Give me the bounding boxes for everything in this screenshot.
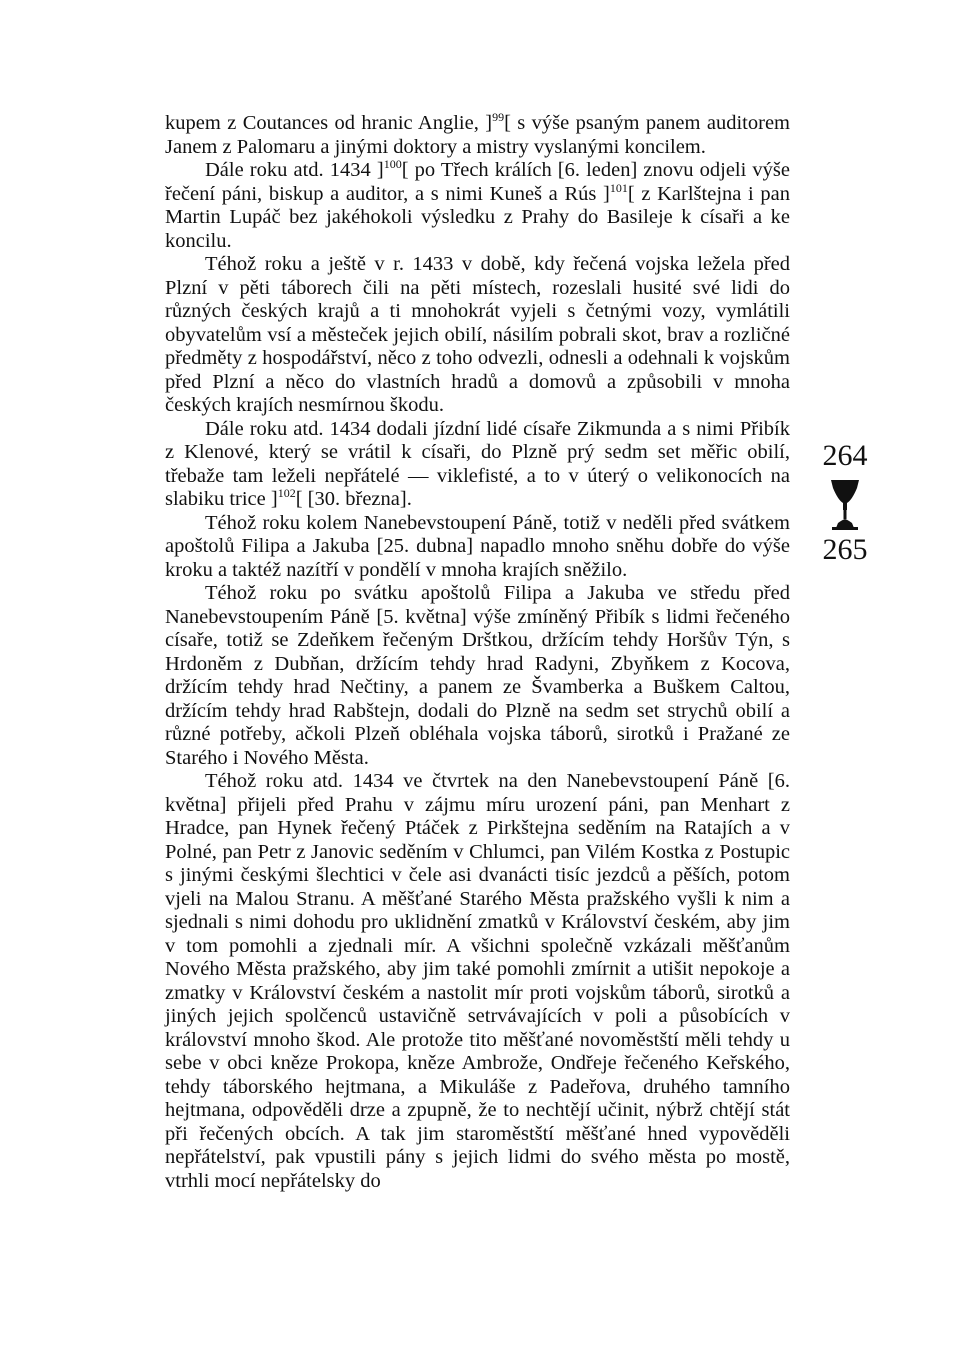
paragraph-text: Dále roku atd. 1434 ]: [205, 159, 384, 181]
footnote-ref: 100: [383, 157, 402, 172]
paragraph-text: [ s výše psaným panem auditorem Janem z Palomaru a jinými doktory a mistry vyslanými koncilem.: [165, 112, 790, 158]
chalice-icon: [828, 478, 862, 530]
paragraph: [165, 159, 790, 253]
paragraph: [165, 512, 790, 583]
paragraph-text: [ [30. března].: [295, 488, 412, 510]
margin-page-number-top: 264: [822, 439, 868, 472]
paragraph-text: Téhož roku kolem Nanebevstoupení Páně, totiž v neděli před svátkem apoštolů Filipa a Jakuba [25. dubna] napadlo mnoho sněhu dobře do výše kroku a taktéž nazítří v pondělí v mnoha krajích sněžilo.: [165, 511, 790, 581]
margin-page-number-bottom: 265: [822, 533, 868, 566]
paragraph-text: Téhož roku atd. 1434 ve čtvrtek na den Nanebevstoupení Páně [6. května] přijeli před Prahu v zájmu míru urození páni, pan Menhart z Hradce, pan Hynek řečený Ptáček z Pirkštejna seděním na Ratajích a v Polné, pan Petr z Janovic seděním v Chlumci, pan Vilém Kostka z Postupic s jinými českými šlechtici v čele asi dvanácti tisíc jezdců a pěších, potom vjeli na Malou Stranu. A měšťané Starého Města pražského vyšli k nim a sjednali s nimi dohodu pro uklidnění zmatků v Království českém, aby jim v tom pomohli a zjednali mír. A všichni společně vzkázali měšťanům Nového Města pražského, aby jim také pomohli zmírnit a utišit nepokoje a zmatky v Království českém a nastolit mír proti vojskům táborů, sirotků a jiných jejich spolčenců ustavičně setrvávajících v poli a působících v království mnoho škod. Ale protože tito měšťané novoměstští měli tehdy u sebe v obci kněze Prokopa, kněze Ambrože, Ondřeje řečeného Keřského, tehdy táborského hejtmana, a Mikuláše z Padeřova, druhého tamního hejtmana, odpověděli drze a zpupně, že to nechtějí učinit, nýbrž chtějí stát při řečených obcích. A tak jim staroměstští měšťané hned vypověděli nepřátelství, pak vpustili pány s jejich lidmi do svého města po mostě, vtrhli mocí nepřátelsky do: [165, 770, 790, 1192]
paragraph: [165, 770, 790, 1193]
paragraph: [165, 253, 790, 418]
paragraph-text: Téhož roku po svátku apoštolů Filipa a Jakuba ve středu před Nanebevstoupením Páně [5. května] výše zmíněný Přibík s lidmi řečeného císaře, totiž se Zdeňkem řečeným Drštkou, držícím tehdy Horšův Týn, s Hrdoněm z Dubňan, držícím tehdy hrad Radyni, Zbyňkem z Kocova, držícím tehdy hrad Nečtiny, a panem ze Švamberka a Buškem Caltou, držícím tehdy hrad Rabštejn, dodali do Plzně na sedm set strychů obilí a různé potřeby, ačkoli Plzeň obléhala vojska táborů, sirotků i Pražané ze Starého i Nového Města.: [165, 582, 790, 769]
margin-page-marker: [810, 440, 880, 566]
footnote-ref: 101: [609, 180, 628, 195]
footnote-ref: 102: [277, 486, 296, 501]
paragraph: [165, 582, 790, 770]
paragraph-text: kupem z Coutances od hranic Anglie, ]: [165, 112, 493, 134]
footnote-ref: 99: [492, 110, 505, 125]
paragraph-text: Dále roku atd. 1434 dodali jízdní lidé císaře Zikmunda a s nimi Přibík z Klenové, který se vrátil k císaři, do Plzně prý sedm set měřic obilí, třebaže tam leželi nepřátelé — viklefisté, a to v úterý o velikonocích na slabiku trice ]: [165, 417, 790, 510]
paragraph-text: [ z Karlštejna i pan Martin Lupáč bez jakéhokoli výsledku z Prahy do Basileje k císaři a ke koncilu.: [165, 182, 790, 252]
paragraph-text: [ po Třech králích [6. leden] znovu odjeli výše řečení páni, biskup a auditor, a s nimi Kuneš a Rús ]: [165, 159, 790, 205]
main-text: [165, 112, 790, 1193]
paragraph-text: Téhož roku a ještě v r. 1433 v době, kdy řečená vojska ležela před Plzní v pěti táborech čili na pěti místech, rozeslali husité své lidi do různých českých krajů a ti mnohokrát vyjeli s četnými vozy, vymlátili obyvatelům vsí a městeček jejich obilí, násilím pobrali skot, brav a rozličné předměty z hospodářství, něco z toho odvezli, odnesli a odehnali k vojskům před Plzní a něco do vlastních hradů a domovů a způsobili v mnoha českých krajích nesmírnou škodu.: [165, 253, 790, 416]
paragraph: [165, 112, 790, 159]
paragraph: [165, 418, 790, 512]
